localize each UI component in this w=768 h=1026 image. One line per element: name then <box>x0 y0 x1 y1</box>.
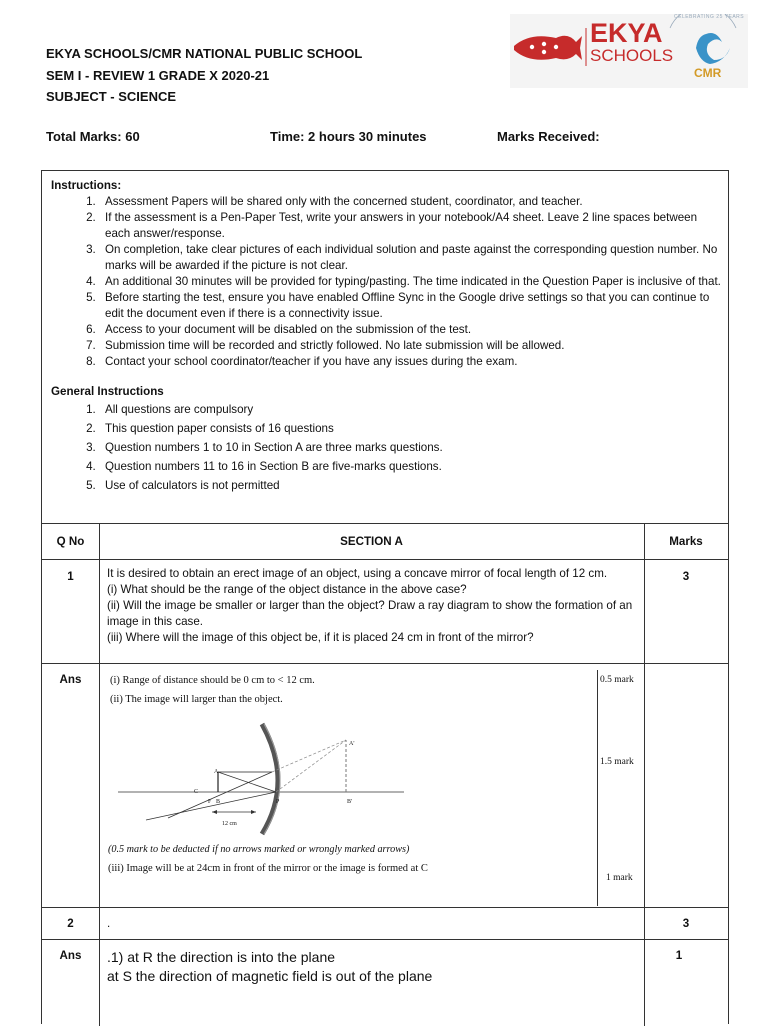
question-number: 1 <box>67 570 74 583</box>
question-text <box>107 566 637 646</box>
ray-diagram <box>116 710 406 840</box>
ekya-logo-sub: SCHOOLS <box>590 46 674 65</box>
answer-line: at S the direction of magnetic field is out of the plane <box>107 968 433 984</box>
instruction-item: 2. If the assessment is a Pen-Paper Test, write your answers in your notebook/A4 sheet. Leave 2 line spaces between each answer/response. <box>99 210 723 242</box>
ekya-logo-title: EKYA <box>590 18 663 48</box>
diagram-label-a-prime: A' <box>349 741 355 747</box>
instruction-item: 8. Contact your school coordinator/teacher if you have any issues during the exam. <box>99 354 723 370</box>
instructions-title: Instructions: <box>51 179 122 192</box>
diagram-label-distance: 12 cm <box>222 821 237 827</box>
col-qno-header: Q No <box>56 535 85 548</box>
marks-received: Marks Received: <box>497 129 600 144</box>
question-marks: 3 <box>682 570 690 583</box>
question-line: (i) What should be the range of the object distance in the above case? <box>107 583 467 596</box>
mark-split: 0.5 mark <box>600 675 634 685</box>
general-instruction-item: 2. This question paper consists of 16 questions <box>99 419 723 438</box>
table-row <box>42 663 728 908</box>
answer-note: (0.5 mark to be deducted if no arrows marked or wrongly marked arrows) <box>108 844 410 855</box>
instruction-item: 1. Assessment Papers will be shared only with the concerned student, coordinator, and teacher. <box>99 194 723 210</box>
cmr-swan-logo <box>670 14 736 64</box>
diagram-label-p: P <box>276 799 280 805</box>
logo-panel <box>510 14 748 88</box>
question-line: It is desired to obtain an erect image of an object, using a concave mirror of focal length of 12 cm. <box>107 567 608 580</box>
answer-line: .1) at R the direction is into the plane <box>107 949 336 965</box>
marks-divider <box>597 670 598 906</box>
general-instruction-item: 4. Question numbers 11 to 16 in Section B are five-marks questions. <box>99 457 723 476</box>
answer-line: (ii) The image will larger than the object. <box>110 694 283 705</box>
answer-line: (iii) Image will be at 24cm in front of the mirror or the image is formed at C <box>108 863 428 874</box>
answer-label: Ans <box>59 949 82 962</box>
table-header-row <box>42 523 728 560</box>
question-line: (iii) Where will the image of this object be, if it is placed 24 cm in front of the mirror? <box>107 631 534 644</box>
table-row <box>42 939 728 1026</box>
col-marks-header: Marks <box>669 535 703 548</box>
instruction-item: 6. Access to your document will be disabled on the submission of the test. <box>99 322 723 338</box>
school-name: EKYA SCHOOLS/CMR NATIONAL PUBLIC SCHOOL <box>46 46 363 61</box>
col-section-header: SECTION A <box>340 535 403 548</box>
diagram-label-b-prime: B' <box>347 799 353 805</box>
general-instruction-item: 1. All questions are compulsory <box>99 400 723 419</box>
instruction-item: 3. On completion, take clear pictures of each individual solution and paste against the corresponding question number. No marks will be awarded if the picture is not clear. <box>99 242 723 274</box>
instructions-block <box>51 178 723 495</box>
total-marks: Total Marks: 60 <box>46 129 140 144</box>
diagram-label-a: A <box>214 769 219 775</box>
answer-marks: 1 <box>675 949 683 962</box>
instructions-table <box>41 170 729 1024</box>
mark-split: 1 mark <box>606 873 633 883</box>
general-instruction-item: 5. Use of calculators is not permitted <box>99 476 723 495</box>
diagram-label-b: B <box>216 799 221 805</box>
table-row <box>42 559 728 664</box>
mark-split: 1.5 mark <box>600 757 634 767</box>
question-line: (ii) Will the image be smaller or larger than the object? Draw a ray diagram to show the formation of an image in this case. <box>107 599 633 628</box>
diagram-label-c: C <box>194 789 199 795</box>
subject-title: SUBJECT - SCIENCE <box>46 89 177 104</box>
general-instructions-title: General Instructions <box>51 385 164 398</box>
instruction-item: 4. An additional 30 minutes will be provided for typing/pasting. The time indicated in the Question Paper is inclusive of that. <box>99 274 723 290</box>
question-text: . <box>107 917 111 930</box>
instruction-item: 5. Before starting the test, ensure you have enabled Offline Sync in the Google drive settings so that you can continue to edit the document even if there is a connectivity issue. <box>99 290 723 322</box>
question-number: 2 <box>67 917 74 930</box>
instruction-item: 7. Submission time will be recorded and strictly followed. No late submission will be allowed. <box>99 338 723 354</box>
table-row <box>42 907 728 940</box>
question-marks: 3 <box>682 917 690 930</box>
cmr-logo-text: CMR <box>694 66 722 80</box>
diagram-label-f: F <box>208 799 212 805</box>
answer-line: (i) Range of distance should be 0 cm to < 12 cm. <box>110 675 315 686</box>
cmr-logo-arc-text: CELEBRATING 25 YEARS <box>674 14 745 20</box>
answer-label: Ans <box>59 673 82 686</box>
exam-title: SEM I - REVIEW 1 GRADE X 2020-21 <box>46 68 270 83</box>
general-instruction-item: 3. Question numbers 1 to 10 in Section A are three marks questions. <box>99 438 723 457</box>
general-instructions-list <box>51 400 723 495</box>
exam-time: Time: 2 hours 30 minutes <box>270 129 427 144</box>
instructions-list <box>51 194 723 370</box>
